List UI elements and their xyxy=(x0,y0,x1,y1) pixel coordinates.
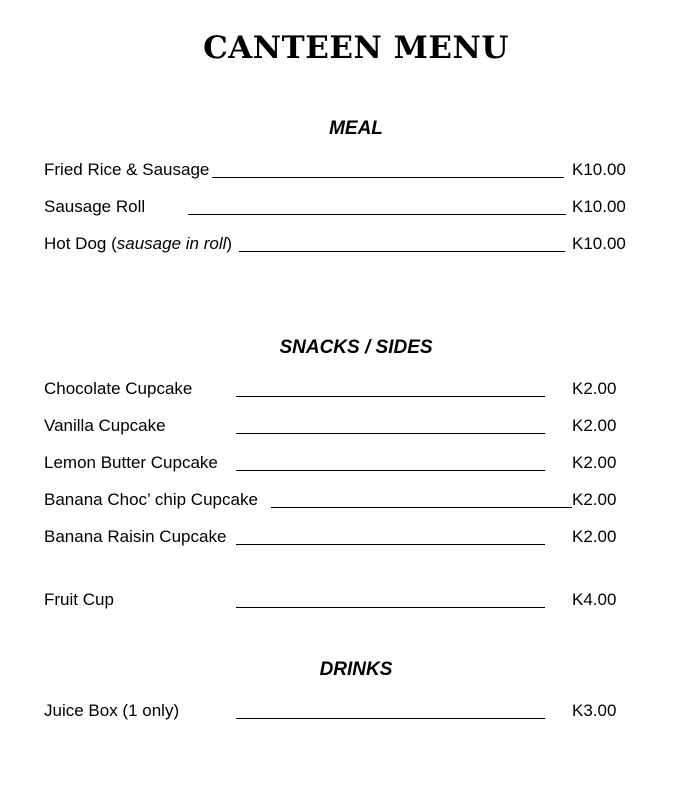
leader-line xyxy=(236,544,545,545)
leader-line xyxy=(239,251,565,252)
menu-item-price: K10.00 xyxy=(572,160,626,179)
menu-item-name: Banana Raisin Cupcake xyxy=(44,527,227,546)
leader-line xyxy=(212,177,564,178)
menu-item-name xyxy=(44,234,232,254)
menu-item-price: K4.00 xyxy=(572,590,617,609)
leader-line xyxy=(236,396,545,397)
section-heading-snacks: SNACKS / SIDES xyxy=(279,337,433,358)
menu-item-price: K10.00 xyxy=(572,234,626,253)
menu-item-price: K2.00 xyxy=(572,379,617,398)
menu-item-price: K2.00 xyxy=(572,527,617,546)
item-name-prefix: Hot Dog ( xyxy=(44,234,117,253)
menu-item-price: K10.00 xyxy=(572,197,626,216)
section-heading-drinks: DRINKS xyxy=(319,659,393,680)
item-name-suffix: ) xyxy=(226,234,233,253)
menu-item-price: K3.00 xyxy=(572,701,617,720)
menu-item-name: Lemon Butter Cupcake xyxy=(44,453,218,472)
leader-line xyxy=(271,507,572,508)
leader-line xyxy=(236,470,545,471)
menu-item-name: Juice Box (1 only) xyxy=(44,701,180,720)
menu-item-price: K2.00 xyxy=(572,490,617,509)
leader-line xyxy=(236,607,545,608)
leader-line xyxy=(236,433,545,434)
menu-item-name: Chocolate Cupcake xyxy=(44,379,193,398)
leader-line xyxy=(236,718,545,719)
menu-item-name: Vanilla Cupcake xyxy=(44,416,166,435)
menu-item-price: K2.00 xyxy=(572,416,617,435)
section-heading-meal: MEAL xyxy=(329,118,383,139)
menu-item-name: Banana Choc’ chip Cupcake xyxy=(44,490,258,509)
menu-title: CANTEEN MENU xyxy=(203,30,509,66)
leader-line xyxy=(188,214,566,215)
menu-item-name: Fried Rice & Sausage xyxy=(44,160,210,179)
menu-item-name: Sausage Roll xyxy=(44,197,146,216)
menu-item-name: Fruit Cup xyxy=(44,590,114,609)
item-name-italic: sausage in roll xyxy=(116,234,227,253)
menu-item-price: K2.00 xyxy=(572,453,617,472)
